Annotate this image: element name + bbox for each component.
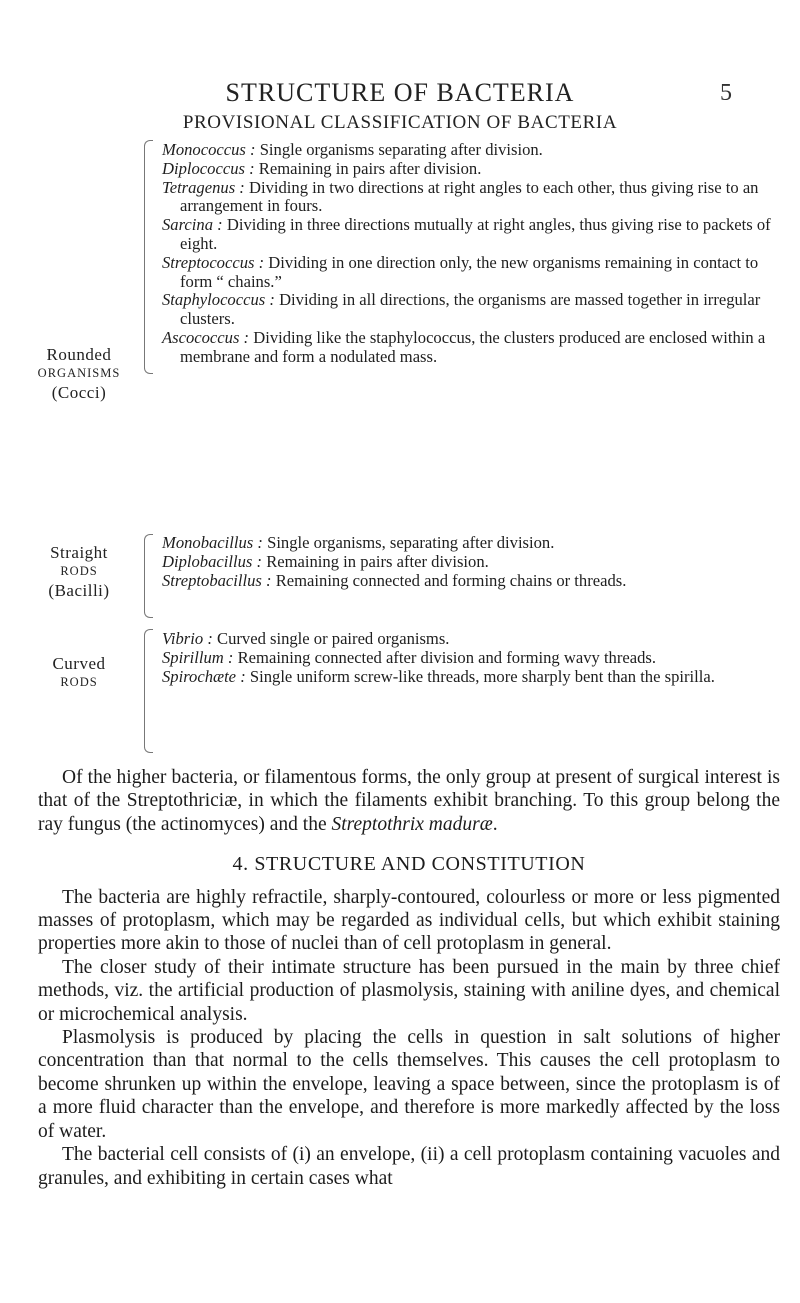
- classification-entry: [162, 329, 782, 367]
- classification-entry: [162, 572, 782, 591]
- organism-name: Vibrio :: [162, 629, 213, 648]
- organism-description: Remaining in pairs after division.: [266, 551, 489, 571]
- page-number: 5: [720, 80, 732, 106]
- organism-name: Diplobacillus :: [162, 551, 263, 571]
- group-label-line: Straight: [50, 543, 108, 562]
- organism-name: Ascococcus :: [162, 327, 250, 347]
- organism-description: Dividing like the staphylococcus, the clusters produced are enclosed within a membrane and form a nodulated mass.: [180, 327, 766, 366]
- organism-description: Single organisms separating after division.: [259, 140, 543, 159]
- paragraph: The bacterial cell consists of (i) an envelope, (ii) a cell protoplasm containing vacuoles and granules, and exhibiting in certain cases what: [38, 1144, 780, 1189]
- organism-name: Streptococcus :: [162, 252, 265, 272]
- organism-description: Remaining connected and forming chains or threads.: [275, 570, 627, 590]
- organism-name: Sarcina :: [162, 215, 223, 235]
- organism-name: Streptobacillus :: [162, 570, 272, 590]
- organism-description: Dividing in two directions at right angles to each other, thus giving rise to an arrangement in fours.: [180, 177, 759, 216]
- entries-curved-rods: [162, 630, 782, 686]
- organism-description: Remaining in pairs after division.: [258, 158, 482, 178]
- organism-name: Diplococcus :: [162, 158, 255, 178]
- classification-entry: [162, 534, 782, 553]
- organism-description: Single organisms, separating after division.: [267, 533, 555, 552]
- organism-description: Curved single or paired organisms.: [217, 629, 450, 648]
- group-label-line: ORGANISMS: [37, 366, 121, 380]
- organism-name: Staphylococcus :: [162, 290, 275, 310]
- group-label-line: Rounded: [46, 345, 112, 364]
- classification-entry: [162, 216, 782, 254]
- organism-name: Spirochæte :: [162, 666, 246, 686]
- group-label-line: (Cocci): [51, 383, 107, 402]
- group-label-line: Curved: [52, 654, 106, 673]
- entries-cocci: [162, 141, 782, 367]
- running-head: STRUCTURE OF BACTERIA: [225, 78, 575, 107]
- group-label-bacilli: [18, 543, 140, 600]
- group-label-curved-rods: [18, 654, 140, 692]
- classification-entry: [162, 649, 782, 668]
- organism-description: Dividing in all directions, the organisms are massed together in irregular clusters.: [180, 290, 761, 329]
- organism-name: Tetragenus :: [162, 177, 245, 197]
- brace-bacilli: [144, 534, 153, 618]
- group-label-line: RODS: [60, 675, 98, 689]
- organism-description: Dividing in one direction only, the new organisms remaining in contact to form “ chains.”: [180, 252, 759, 291]
- paragraph: The closer study of their intimate structure has been pursued in the main by three chief methods, viz. the artificial production of plasmolysis, staining with aniline dyes, and chemical or microchemical analysis.: [38, 956, 780, 1025]
- organism-name: Monobacillus :: [162, 533, 263, 552]
- group-label-line: (Bacilli): [48, 581, 110, 600]
- brace-cocci: [144, 140, 153, 374]
- classification-entry: [162, 179, 782, 217]
- organism-description: Single uniform screw-like threads, more sharply bent than the spirilla.: [249, 666, 715, 686]
- paragraph: Plasmolysis is produced by placing the cells in question in salt solutions of higher concentration than that normal to the cells themselves. This causes the cell protoplasm to become shrunken up within the envelope, leaving a space between, since the protoplasm is of a more fluid character than the envelope, and therefore is more markedly affected by the loss of water.: [38, 1027, 780, 1142]
- group-label-line: RODS: [60, 564, 98, 578]
- classification-entry: [162, 160, 782, 179]
- group-label-cocci: [18, 345, 140, 402]
- entries-bacilli: [162, 534, 782, 590]
- species-name: Streptothrix maduræ: [331, 813, 493, 835]
- paragraph-text: Of the higher bacteria, or filamentous forms, the only group at present of surgical interest is that of the Streptothriciæ, in which the filaments exhibit branching. To this group belong the ray fungus (the actinomyces) and the: [38, 767, 780, 835]
- organism-name: Monococcus :: [162, 140, 256, 159]
- paragraph-text: .: [492, 813, 498, 835]
- classification-entry: [162, 553, 782, 572]
- body-text: [38, 766, 780, 1190]
- organism-description: Remaining connected after division and forming wavy threads.: [237, 647, 657, 667]
- paragraph: The bacteria are highly refractile, sharply-contoured, colourless or more or less pigmented masses of protoplasm, which may be regarded as individual cells, but which exhibit staining properties more akin to those of nuclei than of cell protoplasm in general.: [38, 886, 780, 955]
- classification-title: PROVISIONAL CLASSIFICATION OF BACTERIA: [182, 112, 618, 133]
- paragraph: [38, 766, 780, 836]
- classification-entry: [162, 668, 782, 687]
- classification-entry: [162, 141, 782, 160]
- organism-name: Spirillum :: [162, 647, 234, 667]
- organism-description: Dividing in three directions mutually at right angles, thus giving rise to packets of eight.: [180, 215, 771, 253]
- classification-entry: [162, 630, 782, 649]
- section-heading: 4. STRUCTURE AND CONSTITUTION: [232, 853, 586, 876]
- classification-entry: [162, 254, 782, 292]
- brace-curved-rods: [144, 629, 153, 753]
- classification-entry: [162, 291, 782, 329]
